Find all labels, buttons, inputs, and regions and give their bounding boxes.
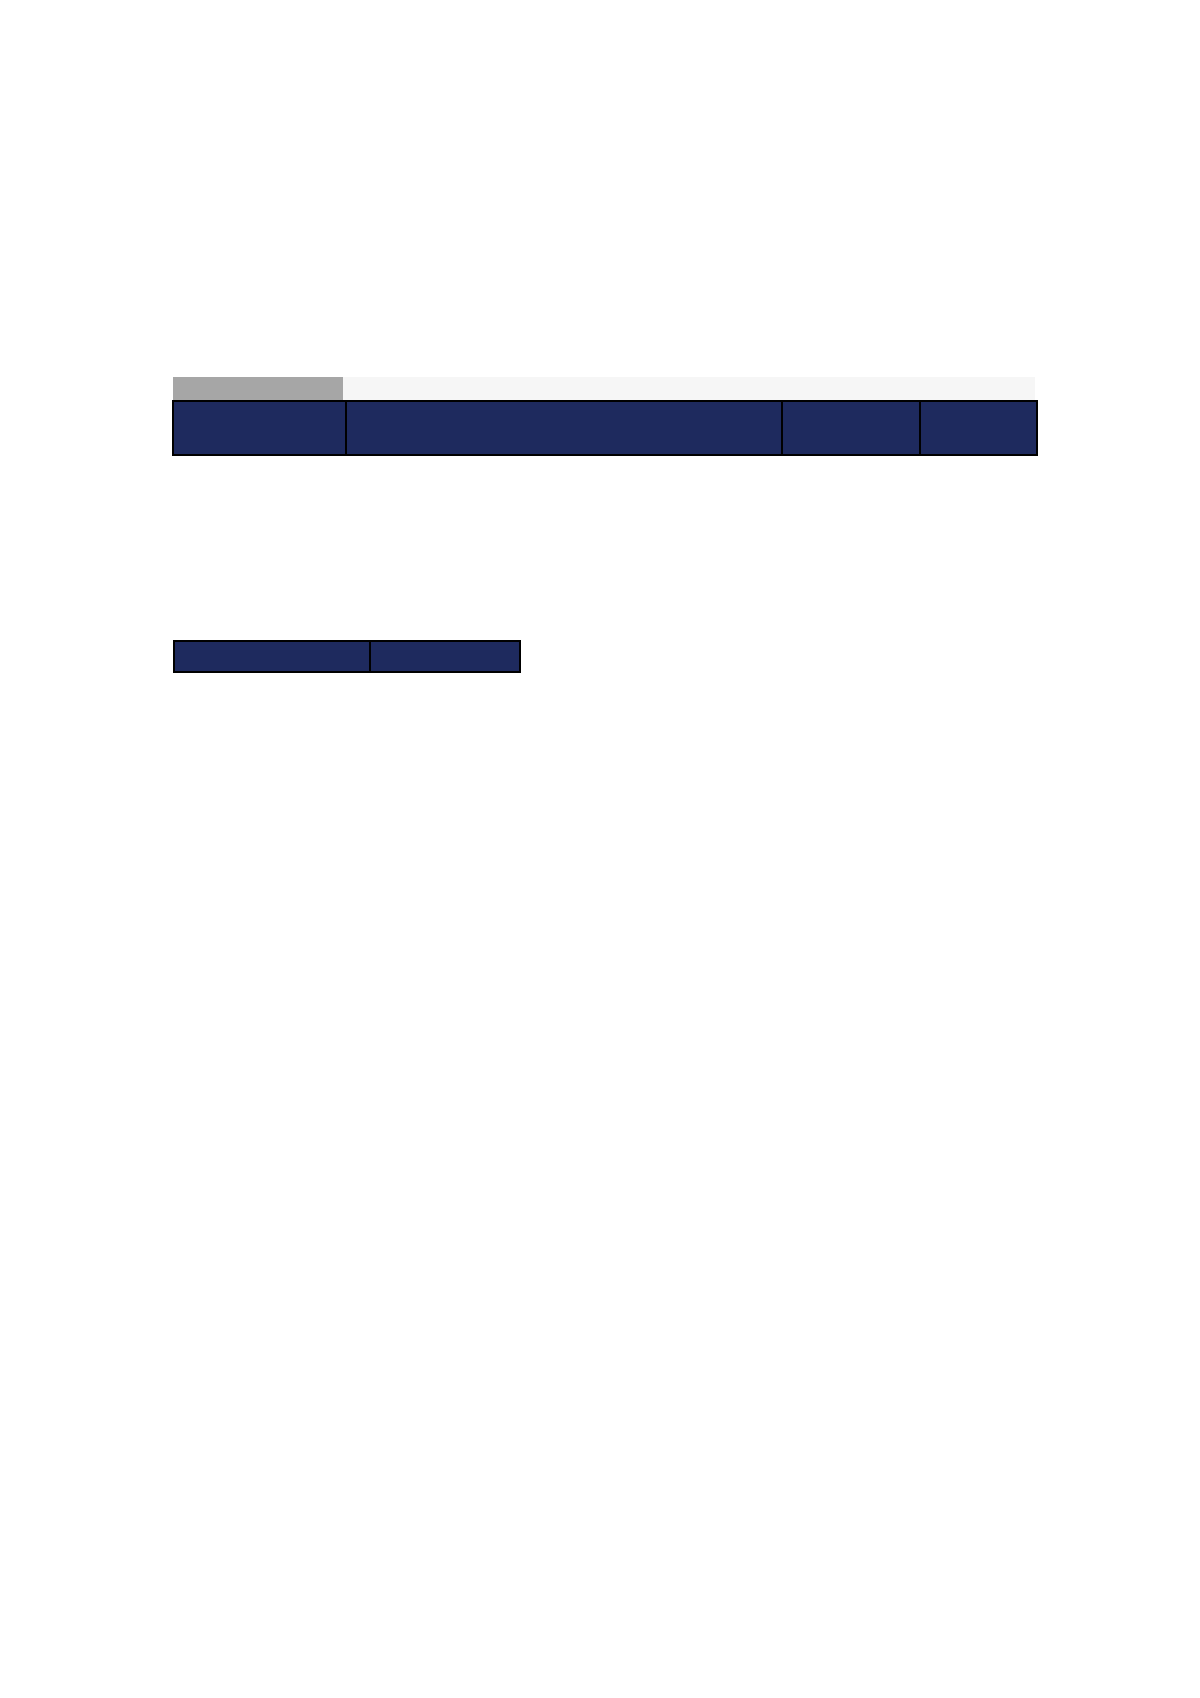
datos-tab-shade (343, 377, 1035, 400)
datos-tab (173, 377, 343, 400)
header-descripcion (346, 401, 782, 455)
resource-flow-diagram (172, 920, 1038, 1360)
products-table (172, 400, 1038, 456)
materia-prima-table (173, 640, 521, 673)
header-precio-venta (920, 401, 1037, 455)
header-unidad (782, 401, 920, 455)
header-materia-prima (174, 641, 370, 672)
header-costo (370, 641, 520, 672)
products-header-row (173, 401, 1037, 455)
materia-header-row (174, 641, 520, 672)
header-productos (173, 401, 346, 455)
